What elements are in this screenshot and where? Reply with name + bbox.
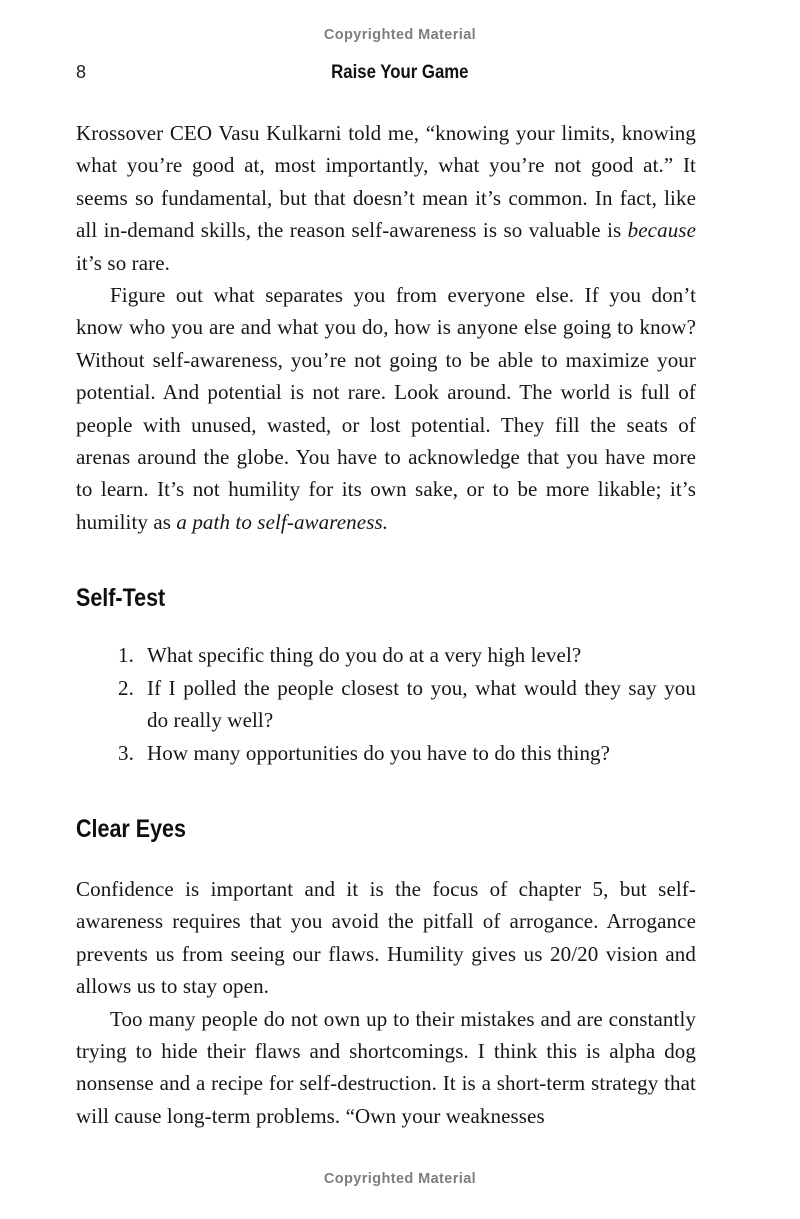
running-header	[0, 61, 800, 87]
paragraph-1	[76, 117, 696, 279]
paragraph-1-italic: because	[627, 218, 696, 243]
heading-self-test: Self-Test	[76, 584, 166, 613]
paragraph-2	[76, 279, 696, 538]
paragraph-2-run-1: Figure out what separates you from everyone else. If you don’t know who you are and what you do, how is anyone else going to know? Without self-awareness, you’re not going to be able to maximize your potential. And potential is not rare. Look around. The world is full of people with unused, wasted, or lost potential. They fill the seats of arenas around the globe. You have to acknowledge that you have more to learn. It’s not humility for its own sake, or to be more likable; it’s humility as	[76, 283, 696, 534]
paragraph-1-run-1: Krossover CEO Vasu Kulkarni told me, “knowing your limits, knowing what you’re good at, most importantly, what you’re not good at.” It seems so fundamental, but that doesn’t mean it’s common. In fact, like all in-demand skills, the reason self-awareness is so valuable is	[76, 121, 696, 243]
paragraph-1-run-3: it’s so rare.	[76, 250, 171, 275]
paragraph-2-italic: a path to self-awareness.	[176, 509, 389, 534]
running-title	[0, 61, 800, 84]
paragraph-3: Confidence is important and it is the focus of chapter 5, but self-awareness requires that you avoid the pitfall of arrogance. Arrogance prevents us from seeing our flaws. Humility gives us 20/20 vision and allows us to stay open.	[76, 876, 696, 999]
list-item-3: How many opportunities do you have to do this thing?	[147, 740, 611, 765]
heading-clear-eyes: Clear Eyes	[76, 814, 186, 843]
page-content	[76, 117, 696, 1132]
self-test-list	[76, 639, 696, 769]
paragraph-4: Too many people do not own up to their mistakes and are constantly trying to hide their flaws and shortcomings. I think this is alpha dog nonsense and a recipe for self-destruction. It is a short-term strategy that will cause long-term problems. “Own your weaknesses	[76, 1006, 696, 1128]
running-title-text: Raise Your Game	[331, 61, 469, 83]
page-number: 8	[76, 62, 87, 82]
copyright-notice-bottom: Copyrighted Material	[323, 1171, 477, 1187]
list-item-1: What specific thing do you do at a very high level?	[147, 643, 582, 668]
list-item-2: If I polled the people closest to you, what would they say you do really well?	[147, 675, 696, 733]
copyright-notice-top: Copyrighted Material	[323, 27, 477, 43]
